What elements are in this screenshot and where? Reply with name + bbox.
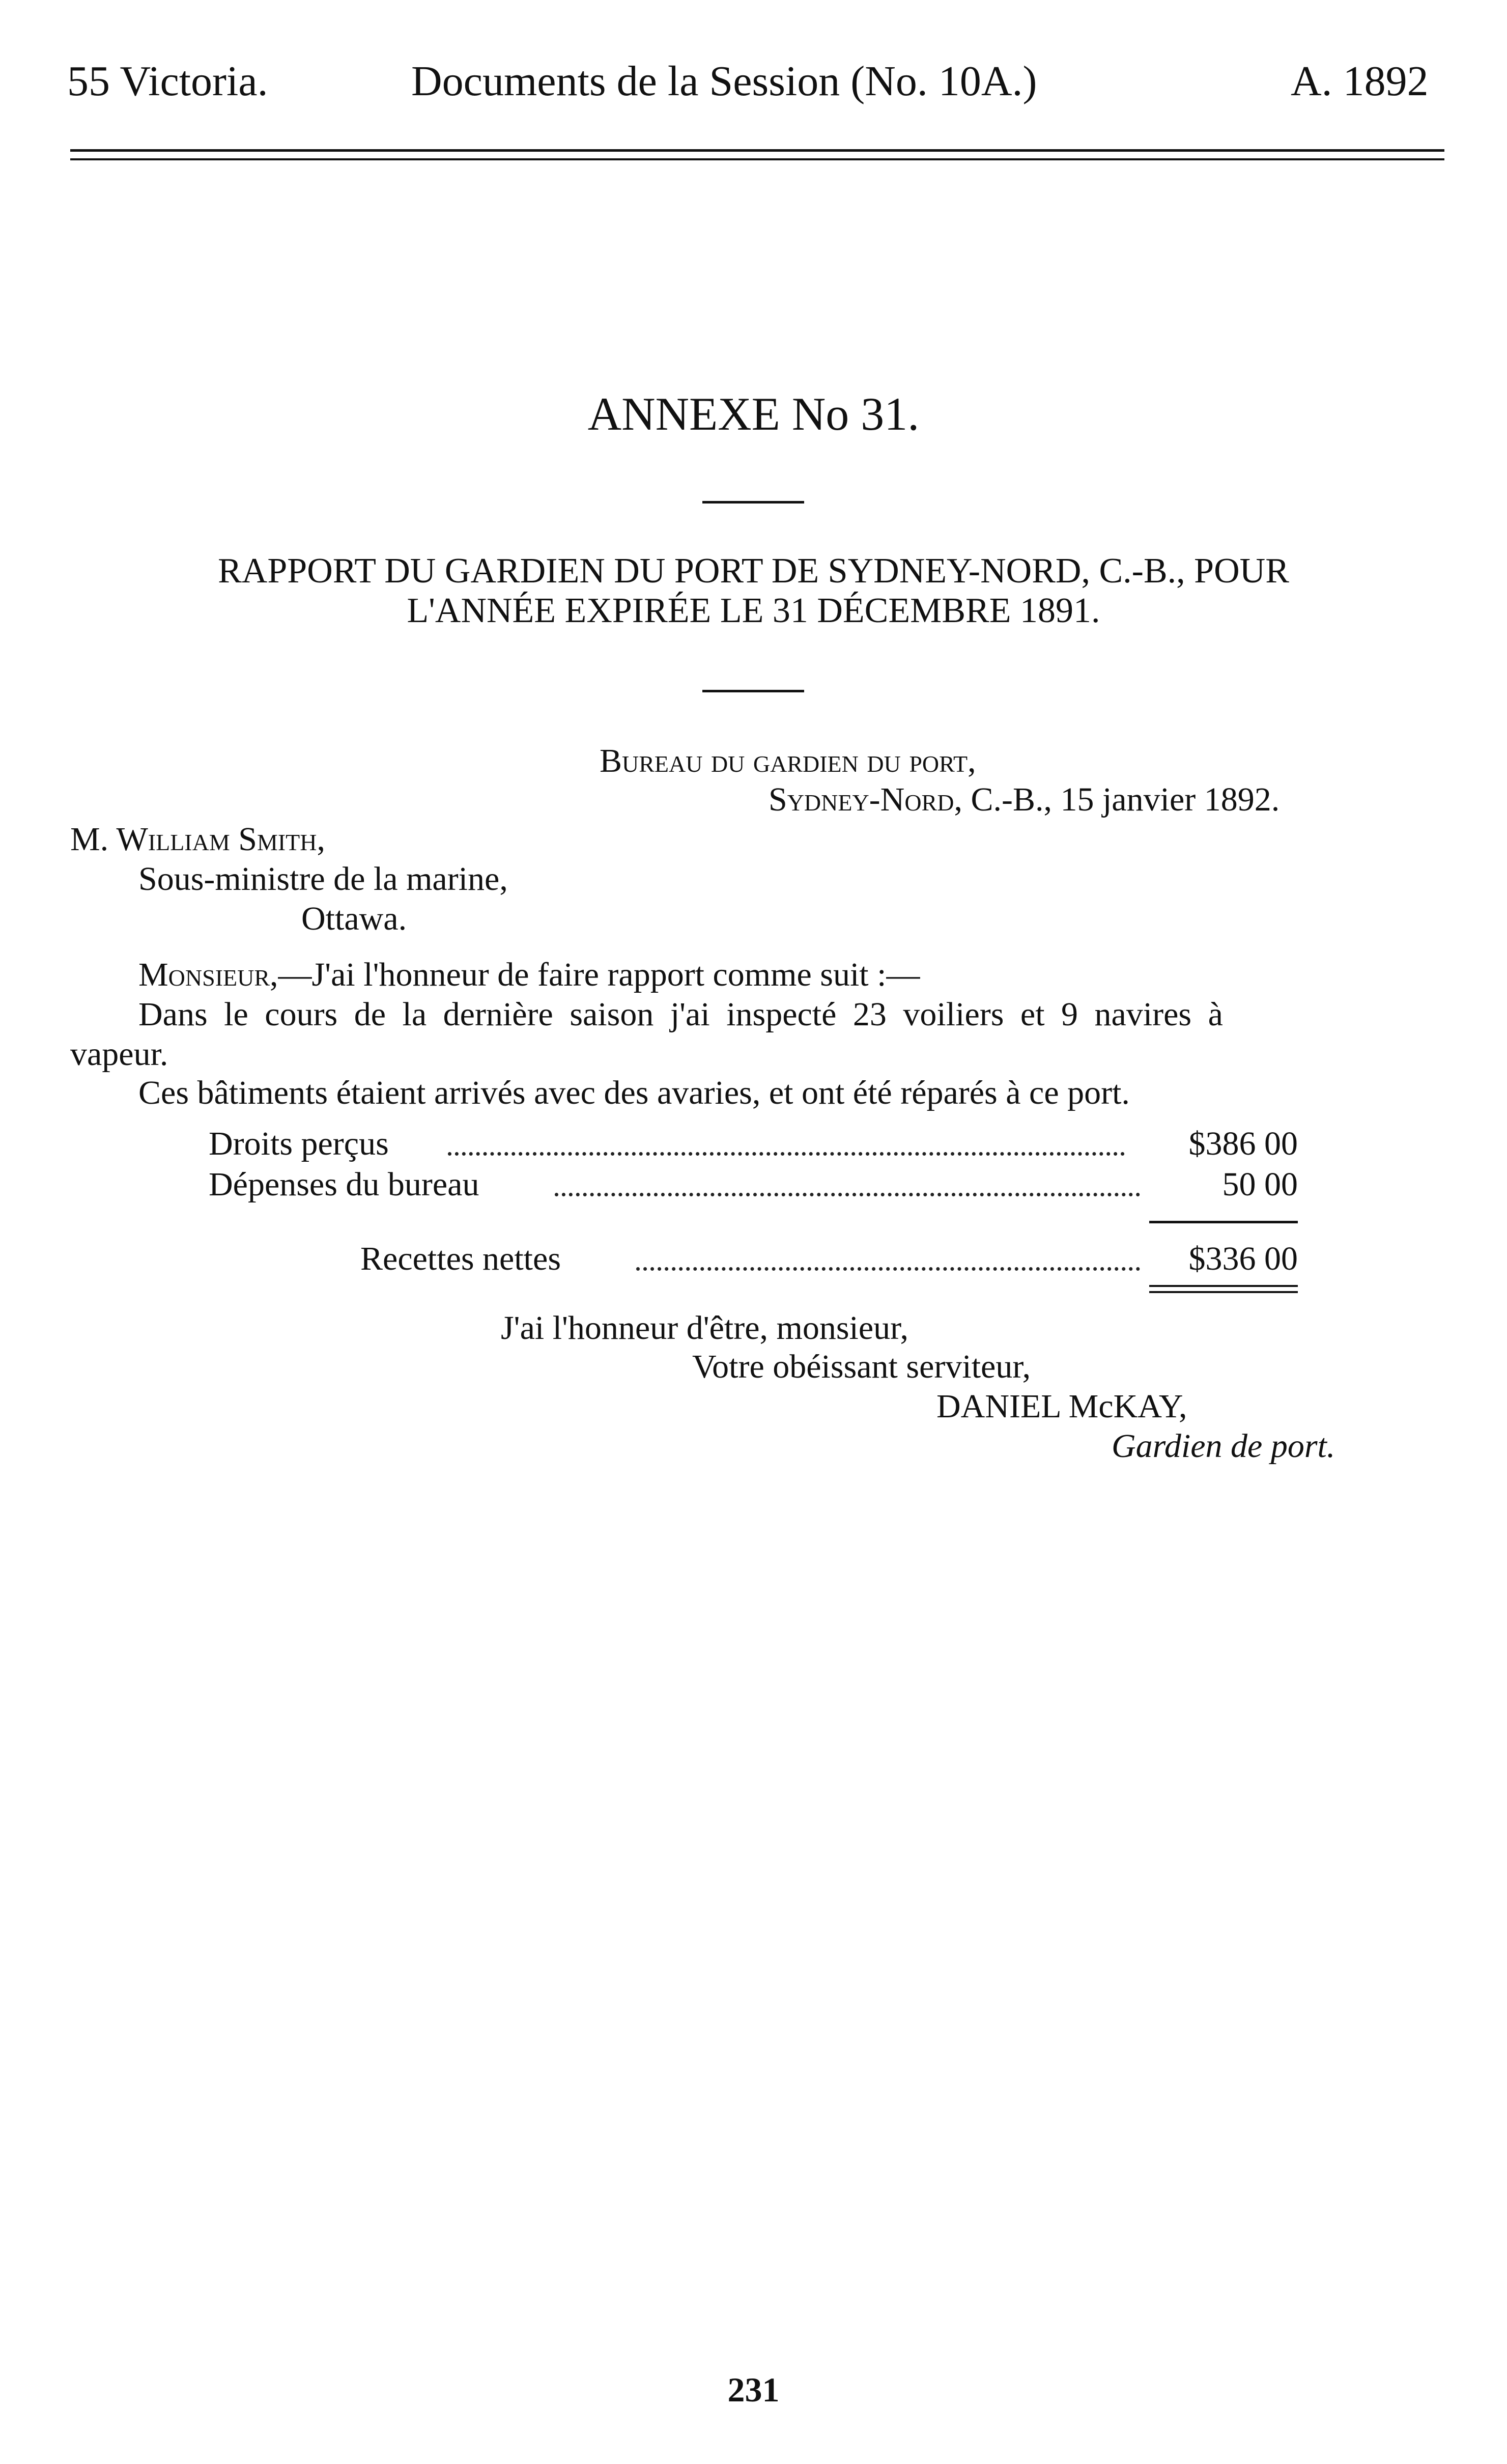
salutation: Monsieur, [138,956,278,993]
header-documents: Documents de la Session (No. 10A.) [411,58,1037,105]
report-title-line1: RAPPORT DU GARDIEN DU PORT DE SYDNEY-NORD, C.-B., POUR [218,551,1289,591]
page-number: 231 [727,2370,780,2409]
account-label-total: Recettes nettes [360,1240,561,1277]
origin-date: , C.-B., 15 janvier 1892. [954,781,1280,818]
closing-line-1: J'ai l'honneur d'être, monsieur, [501,1309,908,1347]
paragraph-1-line-2: vapeur. [70,1035,168,1073]
paragraph-1-line-1: Dans le cours de la dernière saison j'ai inspecté 23 voiliers et 9 navires à [138,996,1223,1033]
title-separator-2 [702,690,804,692]
addressee-city: Ottawa. [301,900,407,937]
origin-office: Bureau du gardien du port, [600,742,976,779]
total-double-rule-top [1149,1285,1298,1287]
leader-dots-droits [448,1152,1125,1156]
account-amount-total: $336 00 [1188,1240,1298,1277]
signature: DANIEL McKAY, [936,1388,1187,1425]
total-double-rule-bottom [1149,1291,1298,1293]
account-amount-droits: $386 00 [1188,1125,1298,1162]
addressee-name: M. William Smith, [70,821,325,858]
signatory-role: Gardien de port. [1112,1427,1335,1465]
report-title-line2: L'ANNÉE EXPIRÉE LE 31 DÉCEMBRE 1891. [407,591,1100,630]
origin-place-date [769,783,1279,817]
intro-text: —J'ai l'honneur de faire rapport comme suit :— [278,956,920,993]
account-label-depenses: Dépenses du bureau [209,1166,479,1203]
header-annee: A. 1892 [1291,58,1429,105]
leader-dots-depenses [555,1193,1140,1196]
paragraph-2: Ces bâtiments étaient arrivés avec des avaries, et ont été réparés à ce port. [138,1074,1130,1111]
closing-line-2: Votre obéissant serviteur, [692,1348,1031,1385]
header-session-year: 55 Victoria. [67,58,268,105]
header-rule-top [70,149,1444,152]
header-rule-bottom [70,158,1444,160]
account-amount-depenses: 50 00 [1222,1166,1298,1203]
sum-rule [1149,1221,1298,1223]
addressee-title: Sous-ministre de la marine, [138,860,508,898]
origin-place: Sydney-Nord [769,781,954,818]
account-label-droits: Droits perçus [209,1125,389,1162]
leader-dots-total [636,1267,1140,1271]
letter-opening [138,958,920,992]
annex-title: ANNEXE No 31. [587,388,920,440]
title-separator-1 [702,501,804,503]
